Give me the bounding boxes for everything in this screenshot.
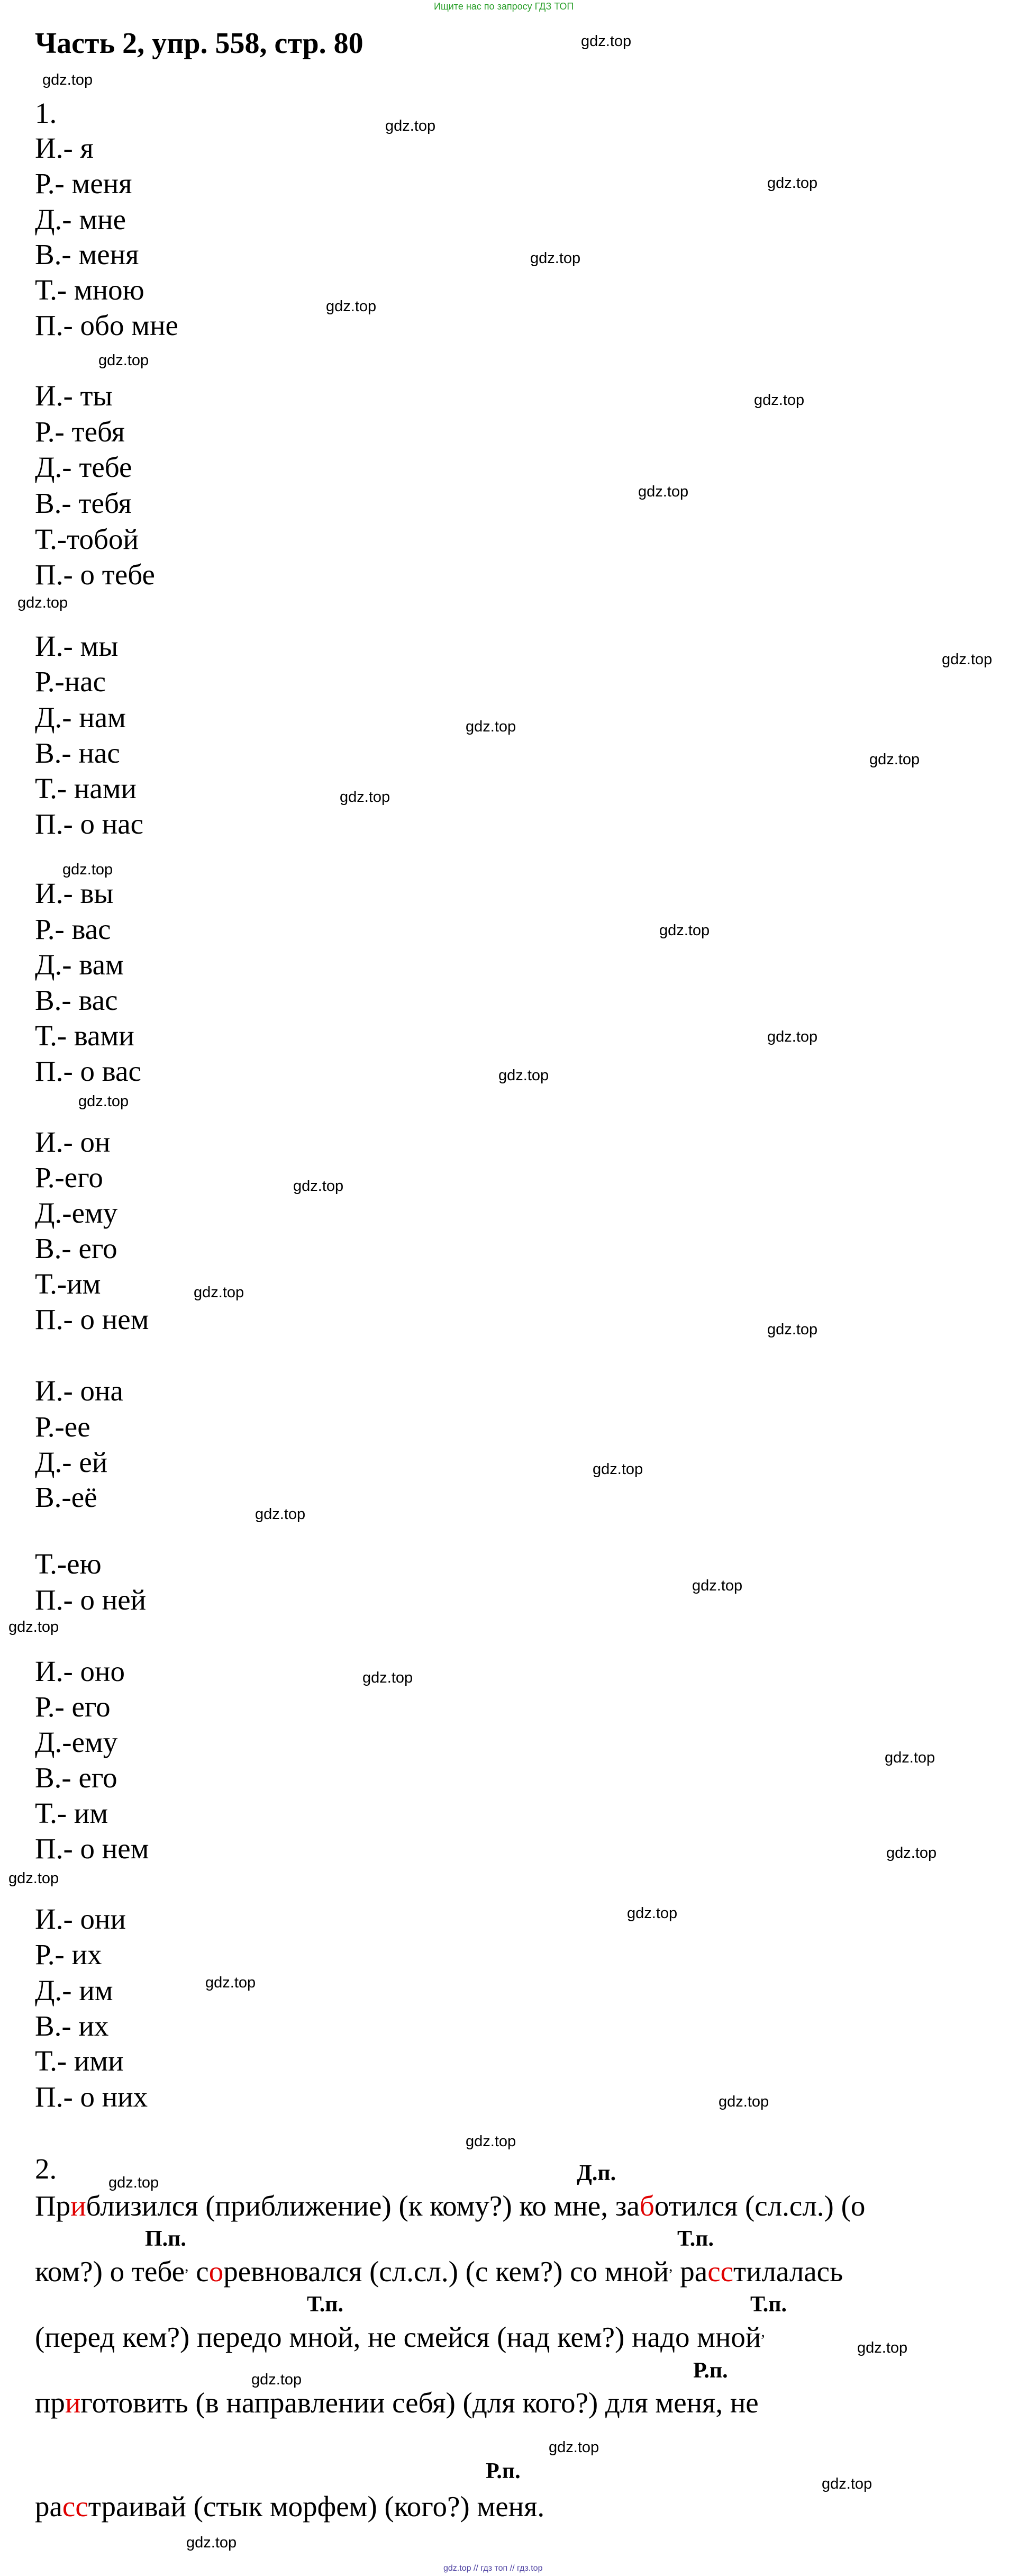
watermark: gdz.top bbox=[78, 1093, 129, 1110]
watermark: gdz.top bbox=[362, 1669, 413, 1686]
case-line: Р.- его bbox=[35, 1691, 111, 1723]
superscript-mark: , bbox=[669, 2257, 673, 2275]
case-line: Р.- вас bbox=[35, 913, 111, 945]
watermark: gdz.top bbox=[822, 2475, 872, 2492]
case-line: В.- нас bbox=[35, 737, 120, 769]
case-line: Д.-ему bbox=[35, 1726, 118, 1758]
case-line: Р.- тебя bbox=[35, 415, 125, 448]
watermark: gdz.top bbox=[8, 1870, 59, 1887]
case-line: И.- он bbox=[35, 1126, 111, 1158]
watermark: gdz.top bbox=[885, 1749, 935, 1766]
watermark: gdz.top bbox=[466, 2133, 516, 2150]
watermark: gdz.top bbox=[638, 483, 689, 500]
watermark: gdz.top bbox=[186, 2534, 237, 2551]
case-caption: Р.п. bbox=[486, 2459, 521, 2483]
text-part: (перед кем?) передо мной, не смейся (над кем?) надо мной bbox=[35, 2321, 761, 2353]
superscript-mark: , bbox=[761, 2322, 765, 2340]
watermark: gdz.top bbox=[17, 594, 68, 611]
highlighted-letter: и bbox=[70, 2190, 86, 2222]
case-line: Р.-нас bbox=[35, 665, 106, 698]
watermark: gdz.top bbox=[255, 1506, 306, 1523]
watermark: gdz.top bbox=[549, 2439, 599, 2456]
watermark: gdz.top bbox=[886, 1845, 937, 1861]
watermark: gdz.top bbox=[466, 718, 516, 735]
task2-number: 2. bbox=[35, 2153, 57, 2185]
text-part: пр bbox=[35, 2387, 65, 2419]
case-line: И.- оно bbox=[35, 1655, 125, 1687]
case-line: П.- о нем bbox=[35, 1303, 149, 1335]
case-line: П.- о нем bbox=[35, 1832, 149, 1865]
watermark: gdz.top bbox=[530, 250, 581, 267]
case-line: В.- его bbox=[35, 1761, 117, 1794]
watermark: gdz.top bbox=[42, 71, 93, 88]
page-title: Часть 2, упр. 558, стр. 80 bbox=[35, 27, 363, 60]
case-caption: П.п. bbox=[145, 2227, 186, 2251]
watermark: gdz.top bbox=[98, 352, 149, 369]
case-line: Д.- ей bbox=[35, 1446, 108, 1478]
task1-number: 1. bbox=[35, 97, 57, 129]
text-part: ра bbox=[672, 2255, 708, 2288]
case-line: И.- я bbox=[35, 132, 94, 164]
watermark: gdz.top bbox=[108, 2174, 159, 2191]
sentence-line bbox=[35, 2257, 843, 2286]
case-line: В.- его bbox=[35, 1232, 117, 1264]
case-caption: Д.п. bbox=[577, 2161, 616, 2185]
watermark: gdz.top bbox=[593, 1461, 643, 1478]
watermark: gdz.top bbox=[498, 1067, 549, 1084]
case-line: Т.- ими bbox=[35, 2045, 124, 2077]
sentence-line bbox=[35, 2388, 759, 2417]
case-line: В.- их bbox=[35, 2010, 109, 2042]
case-line: Д.- тебе bbox=[35, 451, 132, 483]
text-part: ревновался (сл.сл.) (с кем?) со мной bbox=[223, 2255, 669, 2288]
watermark: gdz.top bbox=[659, 922, 710, 939]
highlighted-letter: сс bbox=[62, 2490, 88, 2523]
watermark: gdz.top bbox=[62, 861, 113, 878]
watermark: gdz.top bbox=[627, 1905, 678, 1922]
watermark: gdz.top bbox=[767, 175, 818, 192]
highlighted-letter: сс bbox=[707, 2255, 734, 2288]
case-line: П.- обо мне bbox=[35, 309, 178, 341]
case-caption: Р.п. bbox=[693, 2358, 728, 2383]
sentence-line bbox=[35, 2322, 765, 2352]
watermark: gdz.top bbox=[8, 1619, 59, 1635]
text-part: траивай (стык морфем) (кого?) меня. bbox=[88, 2490, 545, 2523]
watermark: gdz.top bbox=[293, 1178, 344, 1195]
case-line: Р.- меня bbox=[35, 167, 132, 200]
sentence-line bbox=[35, 2492, 544, 2521]
case-line: Д.- им bbox=[35, 1974, 113, 2006]
case-line: И.- они bbox=[35, 1903, 126, 1935]
watermark: gdz.top bbox=[754, 392, 805, 409]
case-line: И.- мы bbox=[35, 630, 119, 662]
case-line: П.- о нас bbox=[35, 808, 144, 840]
case-caption: Т.п. bbox=[307, 2292, 344, 2317]
case-line: Д.- вам bbox=[35, 948, 124, 981]
superscript-mark: , bbox=[185, 2257, 189, 2275]
case-line: Т.-ею bbox=[35, 1548, 102, 1580]
watermark: gdz.top bbox=[767, 1028, 818, 1045]
case-line: И.- вы bbox=[35, 877, 114, 909]
case-line: П.- о тебе bbox=[35, 558, 155, 591]
text-part: с bbox=[188, 2255, 209, 2288]
text-part: Пр bbox=[35, 2190, 71, 2222]
text-part: ком?) о тебе bbox=[35, 2255, 185, 2288]
text-part: тилалась bbox=[733, 2255, 843, 2288]
case-line: Т.- мною bbox=[35, 274, 144, 306]
sentence-line bbox=[35, 2191, 865, 2220]
watermark: gdz.top bbox=[581, 33, 632, 50]
watermark: gdz.top bbox=[340, 789, 390, 806]
watermark: gdz.top bbox=[942, 651, 993, 668]
watermark: gdz.top bbox=[205, 1974, 256, 1991]
case-line: П.- о вас bbox=[35, 1055, 141, 1087]
case-line: И.- она bbox=[35, 1375, 123, 1407]
footer-links[interactable]: gdz.top // гдз топ // гдз.top bbox=[443, 2564, 543, 2573]
watermark: gdz.top bbox=[857, 2339, 908, 2356]
case-line: Д.-ему bbox=[35, 1197, 118, 1229]
text-part: близился (приближение) (к кому?) ко мне, за bbox=[86, 2190, 640, 2222]
case-line: И.- ты bbox=[35, 379, 113, 412]
text-part: ра bbox=[35, 2490, 62, 2523]
watermark: gdz.top bbox=[719, 2093, 769, 2110]
case-line: Т.- вами bbox=[35, 1019, 134, 1052]
case-caption: Т.п. bbox=[677, 2227, 714, 2251]
watermark: gdz.top bbox=[692, 1577, 743, 1594]
case-line: Т.-им bbox=[35, 1268, 101, 1300]
highlighted-letter: б bbox=[639, 2190, 655, 2222]
watermark: gdz.top bbox=[326, 298, 377, 315]
watermark: gdz.top bbox=[869, 751, 920, 768]
case-line: Д.- нам bbox=[35, 701, 126, 734]
watermark: gdz.top bbox=[767, 1321, 818, 1338]
case-line: Т.- нами bbox=[35, 772, 137, 805]
case-line: П.- о них bbox=[35, 2081, 148, 2113]
case-line: Т.- им bbox=[35, 1797, 108, 1829]
case-line: Р.- их bbox=[35, 1938, 102, 1971]
case-line: Д.- мне bbox=[35, 203, 126, 236]
highlighted-letter: и bbox=[65, 2387, 81, 2419]
watermark: gdz.top bbox=[251, 2371, 302, 2388]
text-part: отился (сл.сл.) (о bbox=[654, 2190, 866, 2222]
case-line: В.- вас bbox=[35, 984, 118, 1016]
case-line: Р.-ее bbox=[35, 1411, 90, 1443]
case-caption: Т.п. bbox=[750, 2292, 787, 2317]
case-line: В.- меня bbox=[35, 238, 139, 270]
watermark: gdz.top bbox=[385, 117, 436, 134]
case-line: В.- тебя bbox=[35, 487, 132, 519]
case-line: В.-её bbox=[35, 1481, 97, 1513]
highlighted-letter: о bbox=[208, 2255, 224, 2288]
watermark: gdz.top bbox=[194, 1284, 244, 1301]
case-line: П.- о ней bbox=[35, 1584, 147, 1616]
case-line: Р.-его bbox=[35, 1161, 103, 1194]
top-banner[interactable]: Ищите нас по запросу ГДЗ ТОП bbox=[434, 1, 574, 12]
text-part: готовить (в направлении себя) (для кого?) для меня, не bbox=[80, 2387, 759, 2419]
case-line: Т.-тобой bbox=[35, 523, 139, 555]
